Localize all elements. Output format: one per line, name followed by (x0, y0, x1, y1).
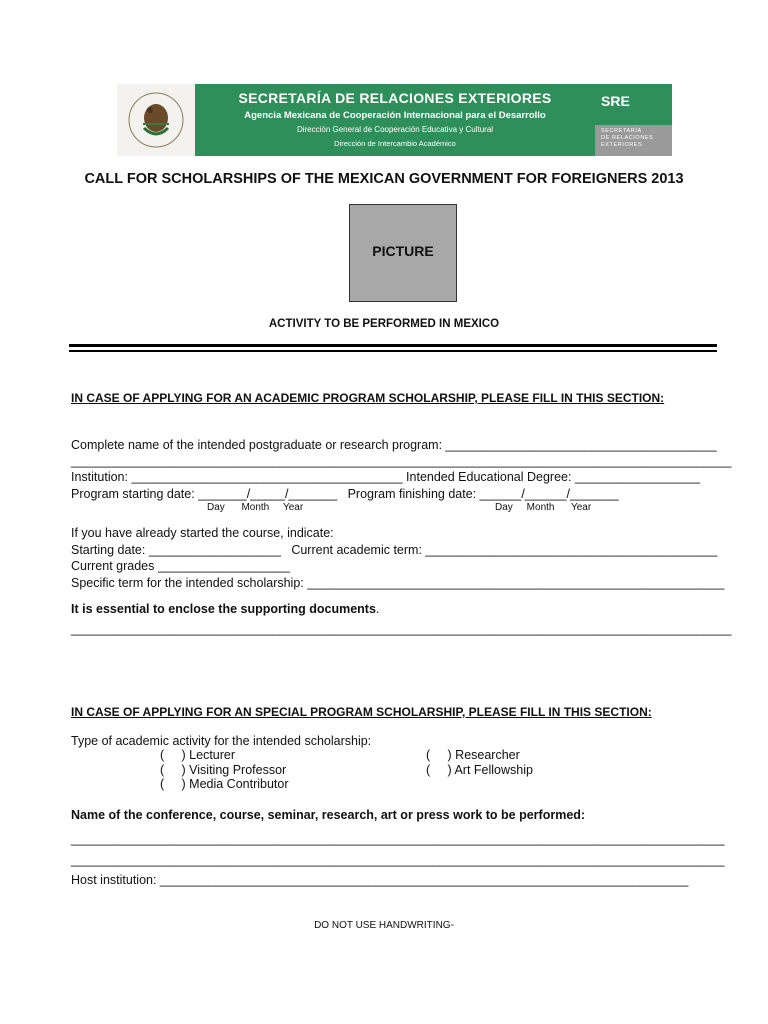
picture-placeholder (349, 204, 457, 302)
sre-logo-text: SRE (601, 93, 630, 109)
sre-subtitle: SECRETARÍA DE RELACIONES EXTERIORES (601, 128, 654, 148)
program-name-continuation[interactable]: _______________________________________________________________________________________________ (71, 454, 732, 468)
academic-section-heading: IN CASE OF APPLYING FOR AN ACADEMIC PROGRAM SCHOLARSHIP, PLEASE FILL IN THIS SECTION: (71, 391, 665, 405)
activity-heading: ACTIVITY TO BE PERFORMED IN MEXICO (268, 318, 500, 330)
work-name-line-1[interactable]: ______________________________________________________________________________________________ (71, 832, 725, 846)
program-name-field[interactable]: Complete name of the intended postgraduate or research program: _______________________________________ (71, 438, 717, 452)
essential-documents-period: . (375, 602, 380, 616)
special-section-heading: IN CASE OF APPLYING FOR AN SPECIAL PROGRAM SCHOLARSHIP, PLEASE FILL IN THIS SECTION: (71, 705, 652, 719)
option-lecturer[interactable]: ( ) Lecturer (160, 748, 236, 762)
sre-subtitle-box (595, 125, 672, 156)
page-title: CALL FOR SCHOLARSHIPS OF THE MEXICAN GOVERNMENT FOR FOREIGNERS 2013 (84, 171, 684, 187)
work-name-label: Name of the conference, course, seminar, research, art or press work to be performed: (71, 808, 586, 822)
picture-label: PICTURE (372, 243, 434, 259)
mexican-seal-logo (117, 84, 195, 156)
ministry-banner (195, 84, 595, 156)
work-name-line-2[interactable]: ______________________________________________________________________________________________ (71, 853, 725, 867)
program-dates-field[interactable]: Program starting date: _______/_____/_______ Program finishing date: ______/______/_______ (71, 487, 619, 501)
option-media-contributor[interactable]: ( ) Media Contributor (160, 777, 289, 791)
already-started-label: If you have already started the course, indicate: (71, 526, 334, 540)
essential-documents-note (71, 601, 379, 617)
finish-date-sublabels: Day Month Year (495, 502, 592, 513)
direction-name: Dirección de Intercambio Académico (334, 139, 456, 148)
direction-general-name: Dirección General de Cooperación Educativa y Cultural (296, 125, 494, 134)
current-grades-field[interactable]: Current grades ___________________ (71, 559, 290, 573)
double-rule-bottom (69, 350, 717, 352)
starting-date-term-field[interactable]: Starting date: ___________________ Current academic term: __________________________________________ (71, 543, 718, 557)
activity-type-label: Type of academic activity for the intended scholarship: (71, 734, 372, 748)
institution-degree-field[interactable]: Institution: _______________________________________ Intended Educational Degree: __________________ (71, 470, 701, 484)
option-researcher[interactable]: ( ) Researcher (426, 748, 520, 762)
ministry-name: SECRETARÍA DE RELACIONES EXTERIORES (238, 90, 552, 106)
option-art-fellowship[interactable]: ( ) Art Fellowship (426, 763, 533, 777)
host-institution-field[interactable]: Host institution: ____________________________________________________________________________ (71, 873, 689, 887)
sre-logo (595, 84, 672, 125)
agency-name: Agencia Mexicana de Cooperación Internacional para el Desarrollo (244, 110, 546, 121)
header-banner (117, 84, 672, 156)
academic-final-line[interactable]: _______________________________________________________________________________________________ (71, 622, 732, 636)
handwriting-notice: DO NOT USE HANDWRITING- (314, 920, 454, 931)
option-visiting-professor[interactable]: ( ) Visiting Professor (160, 763, 287, 777)
double-rule-top (69, 344, 717, 347)
essential-documents-text: It is essential to enclose the supporting documents (71, 602, 376, 616)
specific-term-field[interactable]: Specific term for the intended scholarship: ____________________________________________________________ (71, 576, 725, 590)
start-date-sublabels: Day Month Year (207, 502, 304, 513)
